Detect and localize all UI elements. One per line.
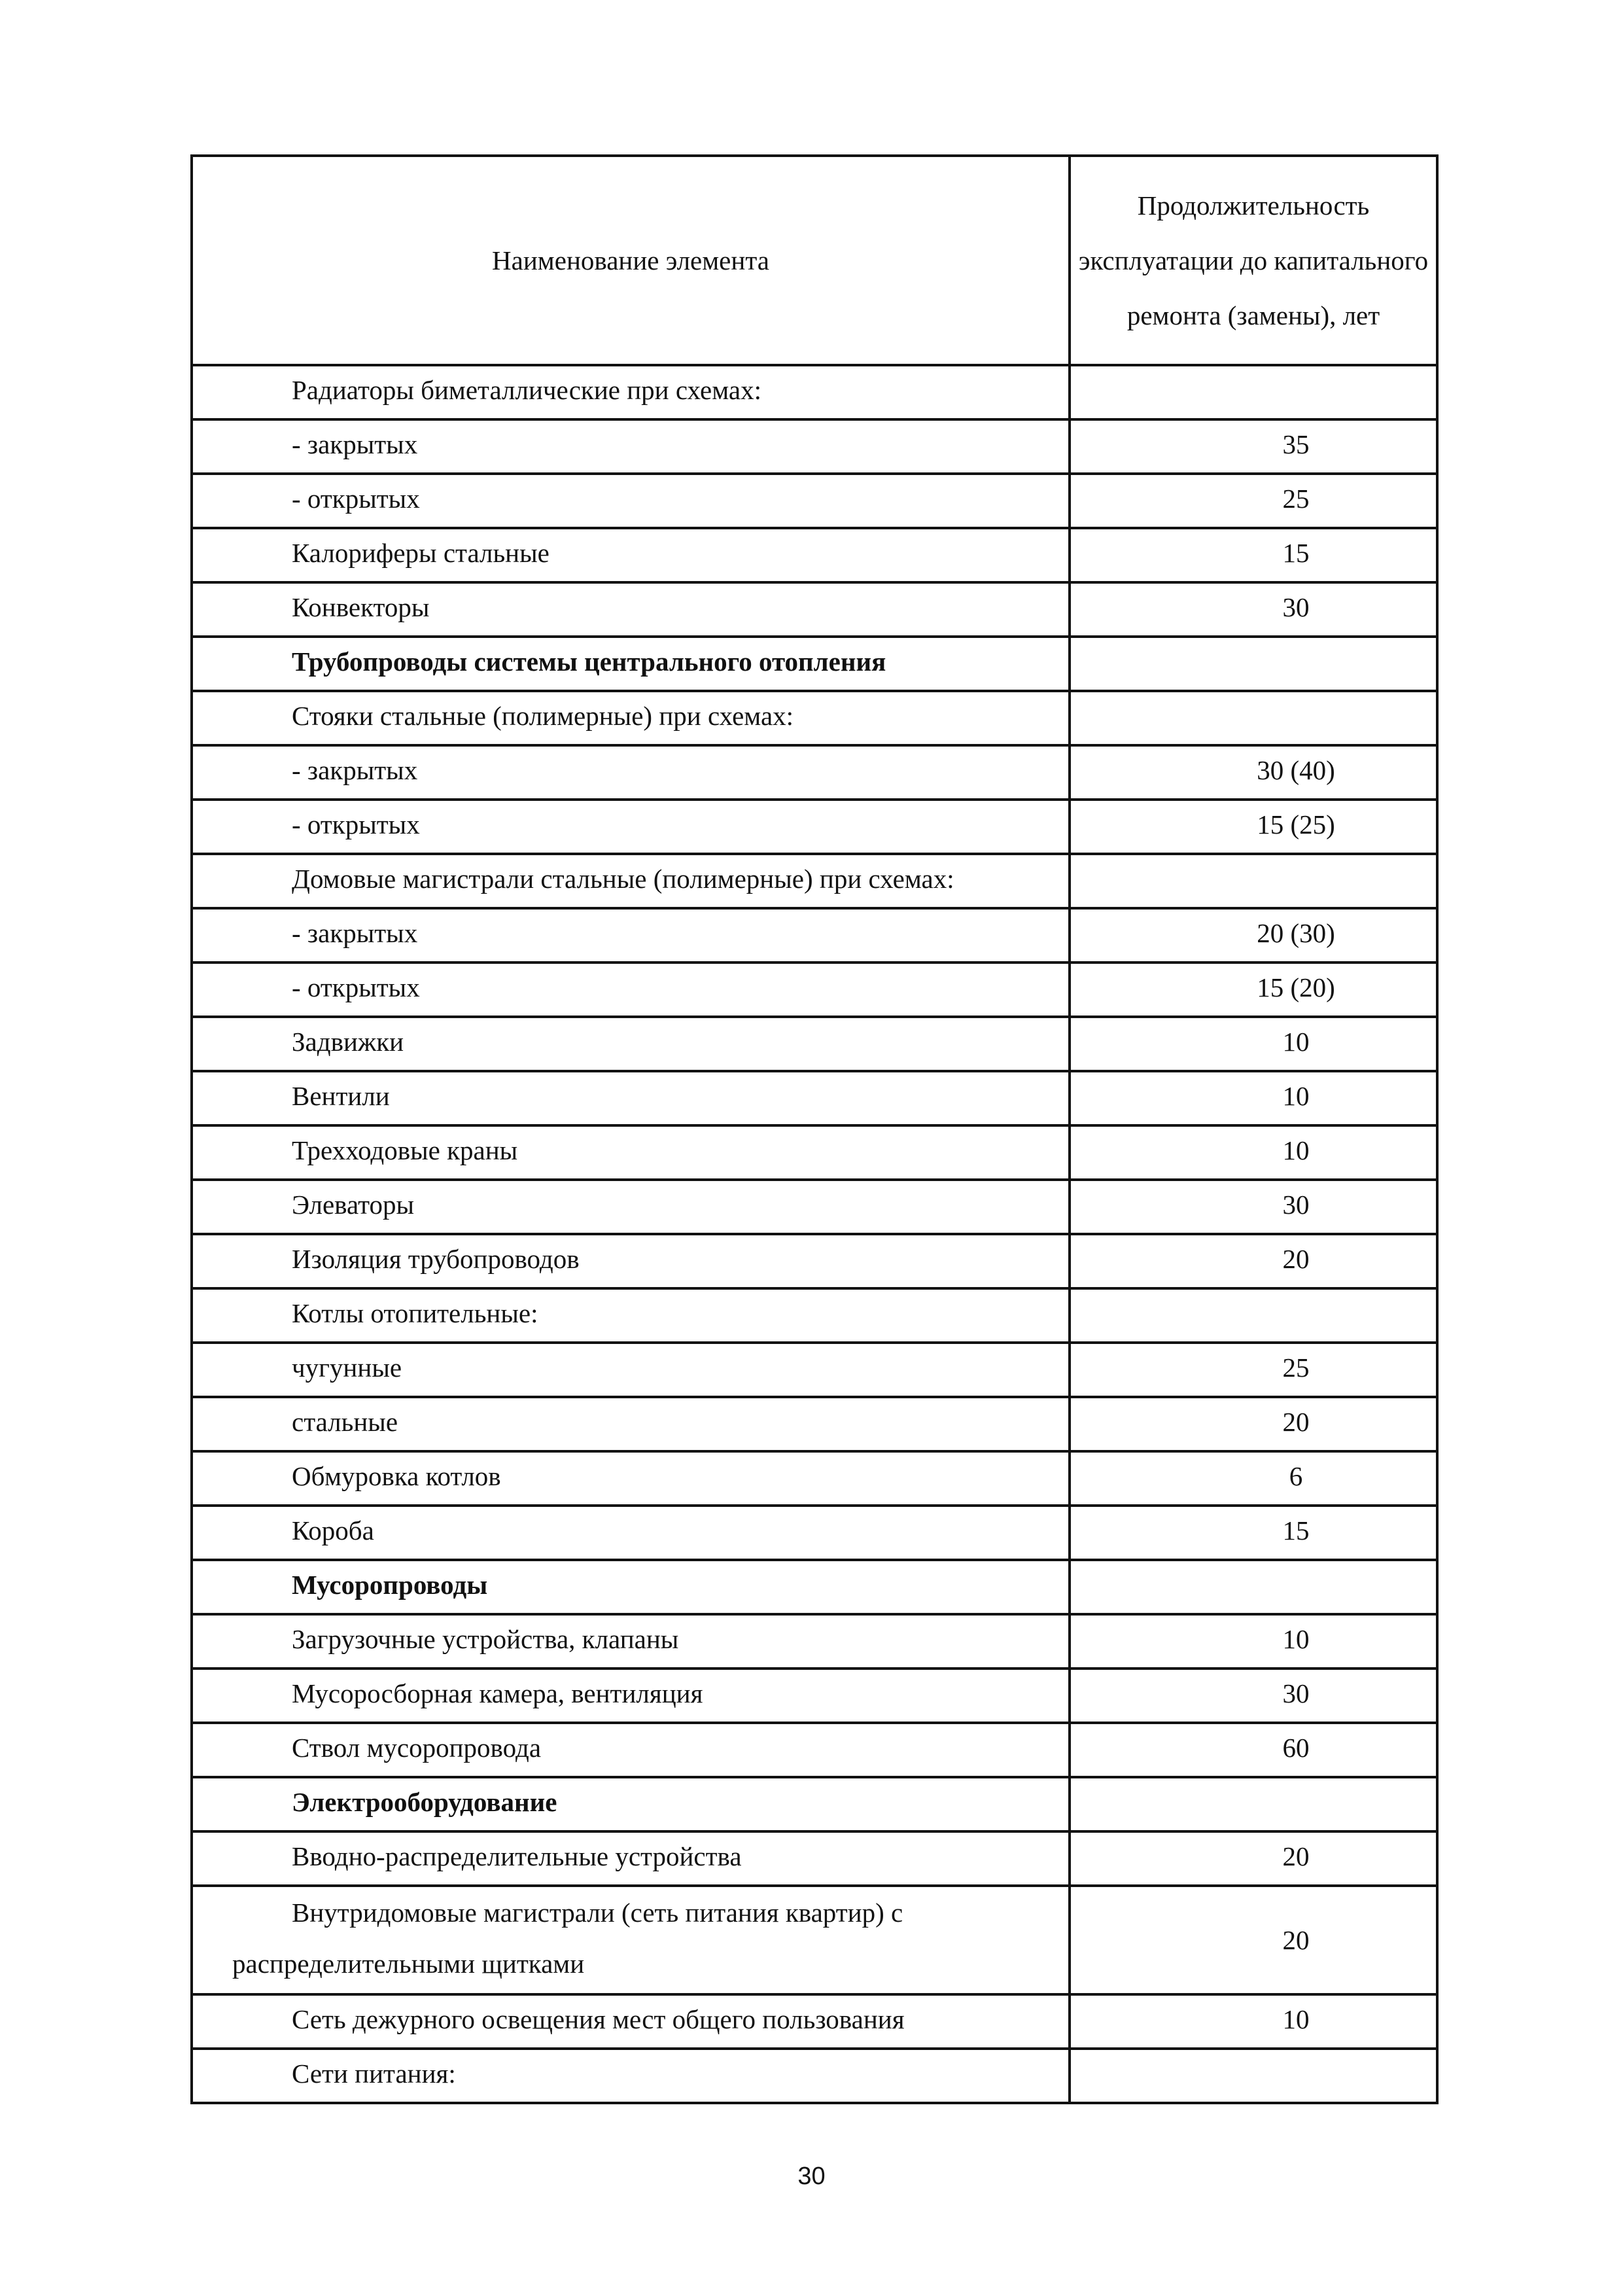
table-row	[192, 1669, 1437, 1723]
element-name-cell: Сеть дежурного освещения мест общего пользования	[192, 1994, 1070, 2049]
table-row	[192, 1288, 1437, 1343]
service-life-cell: 25	[1070, 1343, 1437, 1397]
service-life-cell: 20	[1070, 1234, 1437, 1288]
service-life-cell: 30	[1070, 1180, 1437, 1234]
table-row	[192, 1560, 1437, 1614]
service-life-cell: 30	[1070, 1669, 1437, 1723]
element-name-cell: Вентили	[192, 1071, 1070, 1125]
table-row	[192, 800, 1437, 854]
table-row	[192, 854, 1437, 908]
table-row	[192, 1451, 1437, 1506]
element-name-cell: Сети питания:	[192, 2049, 1070, 2103]
service-life-cell: 20	[1070, 1831, 1437, 1886]
service-life-cell: 10	[1070, 1614, 1437, 1669]
table-row	[192, 963, 1437, 1017]
service-life-cell	[1070, 637, 1437, 691]
element-name-cell: Короба	[192, 1506, 1070, 1560]
element-name-cell: Вводно-распределительные устройства	[192, 1831, 1070, 1886]
service-life-cell: 15	[1070, 1506, 1437, 1560]
element-name-cell: - закрытых	[192, 908, 1070, 963]
service-life-cell: 35	[1070, 419, 1437, 474]
service-life-table	[190, 154, 1439, 2104]
element-name-cell: Мусоропроводы	[192, 1560, 1070, 1614]
service-life-cell: 20 (30)	[1070, 908, 1437, 963]
element-name-cell: - закрытых	[192, 745, 1070, 800]
table-header-row	[192, 156, 1437, 365]
service-life-cell: 60	[1070, 1723, 1437, 1777]
table-row	[192, 582, 1437, 637]
table-row	[192, 637, 1437, 691]
table-row	[192, 1180, 1437, 1234]
table-row	[192, 745, 1437, 800]
service-life-cell: 15 (25)	[1070, 800, 1437, 854]
table-row	[192, 1777, 1437, 1831]
element-name-cell: Трехходовые краны	[192, 1125, 1070, 1180]
element-name-cell: Мусоросборная камера, вентиляция	[192, 1669, 1070, 1723]
header-service-life: Продолжительность эксплуатации до капитального ремонта (замены), лет	[1070, 156, 1437, 365]
table-row	[192, 1614, 1437, 1669]
element-name-cell: - открытых	[192, 963, 1070, 1017]
table-row	[192, 1017, 1437, 1071]
service-life-cell	[1070, 691, 1437, 745]
service-life-cell: 20	[1070, 1886, 1437, 1994]
service-life-cell: 15	[1070, 528, 1437, 582]
service-life-cell	[1070, 854, 1437, 908]
service-life-cell: 25	[1070, 474, 1437, 528]
element-name-cell: стальные	[192, 1397, 1070, 1451]
table-row	[192, 1071, 1437, 1125]
service-life-cell	[1070, 1288, 1437, 1343]
page-number: 30	[797, 2163, 826, 2190]
service-life-cell	[1070, 1777, 1437, 1831]
table-row	[192, 1886, 1437, 1994]
service-life-cell	[1070, 2049, 1437, 2103]
element-name-cell: - открытых	[192, 800, 1070, 854]
service-life-cell: 20	[1070, 1397, 1437, 1451]
element-name-cell: Трубопроводы системы центрального отопления	[192, 637, 1070, 691]
table-row	[192, 1397, 1437, 1451]
service-life-cell: 10	[1070, 1125, 1437, 1180]
element-name-cell: Конвекторы	[192, 582, 1070, 637]
table-row	[192, 1234, 1437, 1288]
element-name-cell: - открытых	[192, 474, 1070, 528]
element-name-cell: Ствол мусоропровода	[192, 1723, 1070, 1777]
header-element-name: Наименование элемента	[192, 156, 1070, 365]
table-row	[192, 908, 1437, 963]
element-name-cell: Элеваторы	[192, 1180, 1070, 1234]
element-name-cell: Калориферы стальные	[192, 528, 1070, 582]
service-life-cell: 10	[1070, 1994, 1437, 2049]
service-life-cell: 10	[1070, 1017, 1437, 1071]
service-life-cell	[1070, 1560, 1437, 1614]
table-row	[192, 1723, 1437, 1777]
element-name-cell: Котлы отопительные:	[192, 1288, 1070, 1343]
element-name-cell: Изоляция трубопроводов	[192, 1234, 1070, 1288]
service-life-cell	[1070, 365, 1437, 419]
service-life-cell: 15 (20)	[1070, 963, 1437, 1017]
service-life-cell: 6	[1070, 1451, 1437, 1506]
element-name-cell: - закрытых	[192, 419, 1070, 474]
table-row	[192, 1343, 1437, 1397]
service-life-cell: 30	[1070, 582, 1437, 637]
element-name-cell: Стояки стальные (полимерные) при схемах:	[192, 691, 1070, 745]
table-row	[192, 1831, 1437, 1886]
table-row	[192, 365, 1437, 419]
table-row	[192, 528, 1437, 582]
element-name-cell: чугунные	[192, 1343, 1070, 1397]
table-body	[192, 365, 1437, 2103]
element-name-cell: Радиаторы биметаллические при схемах:	[192, 365, 1070, 419]
table-row	[192, 474, 1437, 528]
table-row	[192, 2049, 1437, 2103]
element-name-cell: Обмуровка котлов	[192, 1451, 1070, 1506]
element-name-cell: Домовые магистрали стальные (полимерные) при схемах:	[192, 854, 1070, 908]
element-name-cell: Электрооборудование	[192, 1777, 1070, 1831]
element-name-cell: Внутридомовые магистрали (сеть питания квартир) с распределительными щитками	[192, 1886, 1070, 1994]
table-row	[192, 1994, 1437, 2049]
element-name-cell: Задвижки	[192, 1017, 1070, 1071]
table-row	[192, 1125, 1437, 1180]
service-life-cell: 10	[1070, 1071, 1437, 1125]
element-name-cell: Загрузочные устройства, клапаны	[192, 1614, 1070, 1669]
service-life-cell: 30 (40)	[1070, 745, 1437, 800]
table-row	[192, 691, 1437, 745]
table-row	[192, 419, 1437, 474]
table-row	[192, 1506, 1437, 1560]
